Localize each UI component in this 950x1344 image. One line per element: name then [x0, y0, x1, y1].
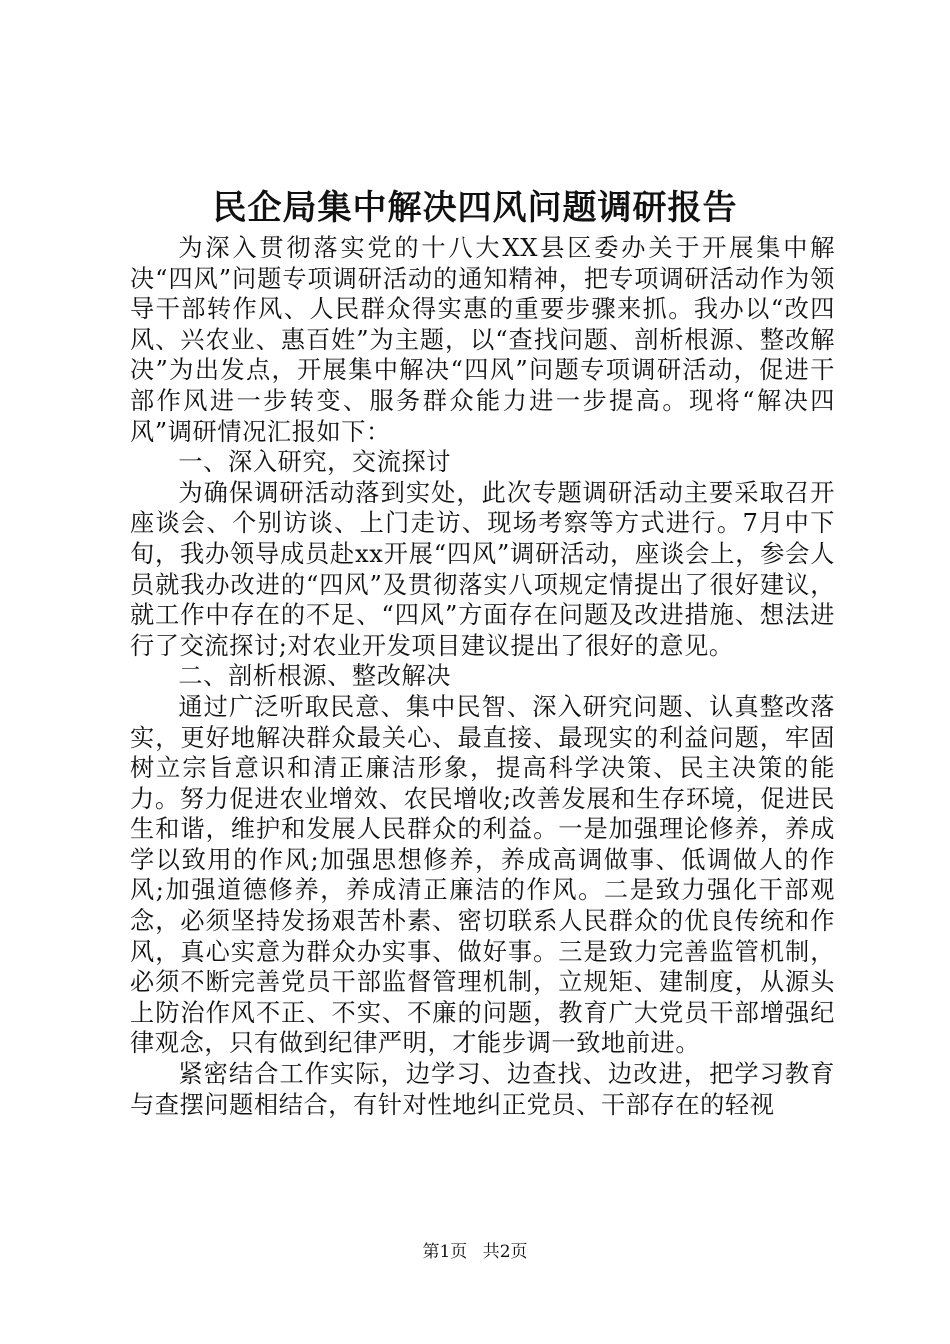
page-total: 共2页	[482, 1242, 528, 1262]
section-heading-1: 一、深入研究，交流探讨	[178, 448, 452, 477]
paragraph-section-2-continued: 紧密结合工作实际，边学习、边查找、边改进，把学习教育与查摆问题相结合，有针对性地纠正党员、干部存在的轻视	[130, 1060, 835, 1119]
page-number: 第1页	[422, 1242, 468, 1262]
document-body	[130, 233, 835, 1120]
section-heading-2: 二、剖析根源、整改解决	[178, 662, 452, 691]
paragraph-intro: 为深入贯彻落实党的十八大XX县区委办关于开展集中解决“四风”问题专项调研活动的通知精神，把专项调研活动作为领导干部转作风、人民群众得实惠的重要步骤来抓。我办以“改四风、兴农业、惠百姓”为主题，以“查找问题、剖析根源、整改解决”为出发点，开展集中解决“四风”问题专项调研活动，促进干部作风进一步转变、服务群众能力进一步提高。现将“解决四风”调研情况汇报如下：	[130, 234, 835, 446]
paragraph-section-1: 为确保调研活动落到实处，此次专题调研活动主要采取召开座谈会、个别访谈、上门走访、现场考察等方式进行。7月中下旬，我办领导成员赴xx开展“四风”调研活动，座谈会上，参会人员就我办改进的“四风”及贯彻落实八项规定情提出了很好建议，就工作中存在的不足、“四风”方面存在问题及改进措施、想法进行了交流探讨;对农业开发项目建议提出了很好的意见。	[130, 478, 835, 660]
document-title: 民企局集中解决四风问题调研报告	[212, 188, 738, 228]
page-footer	[0, 1240, 950, 1264]
paragraph-section-2: 通过广泛听取民意、集中民智、深入研究问题、认真整改落实，更好地解决群众最关心、最直接、最现实的利益问题，牢固树立宗旨意识和清正廉洁形象，提高科学决策、民主决策的能力。努力促进农业增效、农民增收;改善发展和生存环境，促进民生和谐，维护和发展人民群众的利益。一是加强理论修养，养成学以致用的作风;加强思想修养，养成高调做事、低调做人的作风;加强道德修养，养成清正廉洁的作风。二是致力强化干部观念，必须坚持发扬艰苦朴素、密切联系人民群众的优良传统和作风，真心实意为群众办实事、做好事。三是致力完善监管机制，必须不断完善党员干部监督管理机制，立规矩、建制度，从源头上防治作风不正、不实、不廉的问题，教育广大党员干部增强纪律观念，只有做到纪律严明，才能步调一致地前进。	[130, 692, 835, 1058]
